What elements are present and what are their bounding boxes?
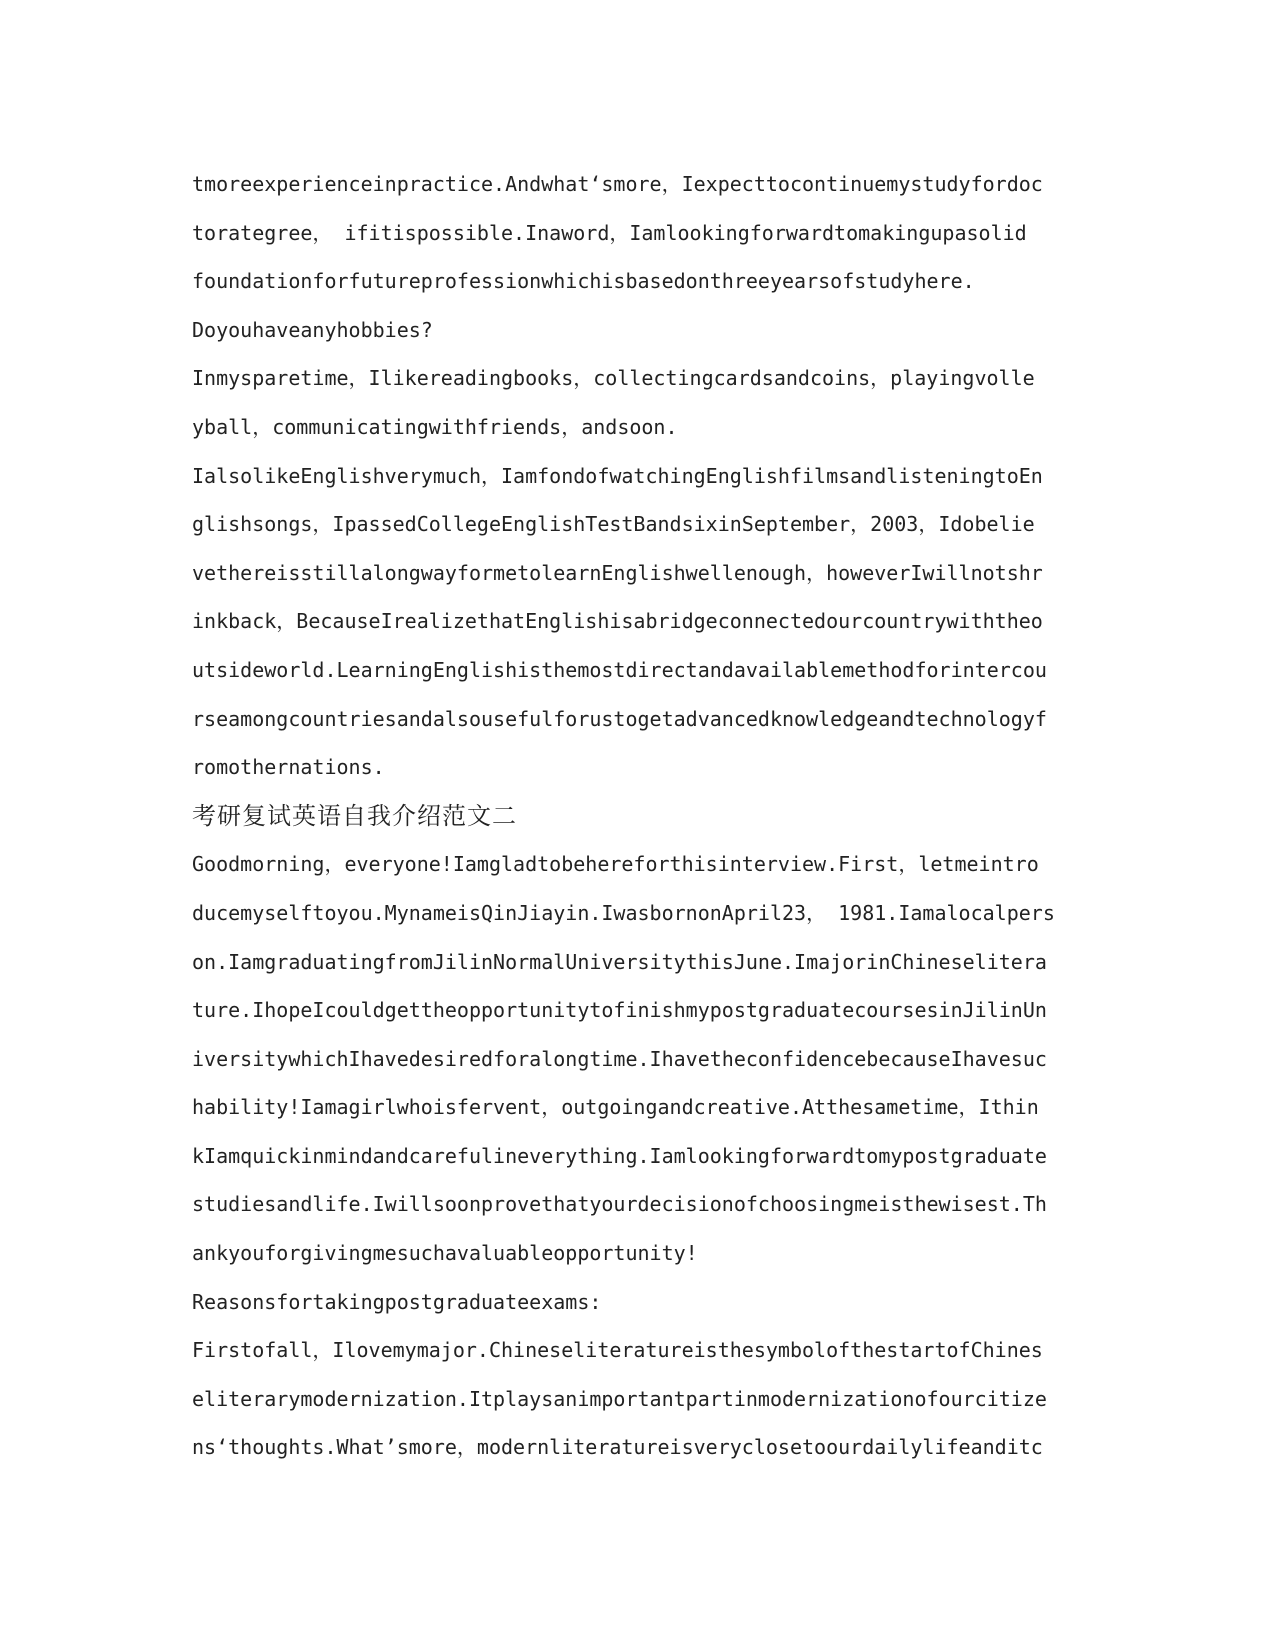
text-line: Inmysparetime，Ilikereadingbooks，collectingcardsandcoins，playingvolle — [192, 366, 1035, 391]
text-line: ture.IhopeIcouldgettheopportunitytofinishmypostgraduatecoursesinJilinUn — [192, 998, 1047, 1023]
text-line: inkback，BecauseIrealizethatEnglishisabridgeconnectedourcountrywiththeo — [192, 609, 1043, 634]
text-line: foundationforfutureprofessionwhichisbasedonthreeyearsofstudyhere. — [192, 269, 975, 294]
text-line: studiesandlife.Iwillsoonprovethatyourdecisionofchoosingmeisthewisest.Th — [192, 1192, 1047, 1217]
text-line: hability!Iamagirlwhoisfervent，outgoingandcreative.Atthesametime，Ithin — [192, 1095, 1039, 1120]
text-line: iversitywhichIhavedesiredforalongtime.IhavetheconfidencebecauseIhavesuc — [192, 1046, 1047, 1071]
text-line: Firstofall，Ilovemymajor.ChineseliteratureisthesymbolofthestartofChines — [192, 1338, 1043, 1363]
document-body — [192, 160, 1082, 1472]
text-line: rseamongcountriesandalsousefulforustogetadvancedknowledgeandtechnologyf — [192, 706, 1047, 731]
text-line: on.IamgraduatingfromJilinNormalUniversitythisJune.ImajorinChineselitera — [192, 949, 1047, 974]
text-line: ducemyselftoyou.MynameisQinJiayin.IwasbornonApril23， 1981.Iamalocalpers — [192, 900, 1055, 925]
text-line: tmoreexperienceinpractice.Andwhat‘smore，Iexpecttocontinuemystudyfordoc — [192, 172, 1043, 196]
text-line: romothernations. — [192, 755, 385, 780]
text-line: torategree， ifitispossible.Inaword，Iamlookingforwardtomakingupasolid — [192, 220, 1027, 245]
text-line: kIamquickinmindandcarefulineverything.Iamlookingforwardtomypostgraduate — [192, 1143, 1047, 1168]
question-heading: Reasonsfortakingpostgraduateexams: — [192, 1289, 602, 1314]
text-line: eliterarymodernization.Itplaysanimportantpartinmodernizationofourcitize — [192, 1386, 1047, 1411]
text-line: IalsolikeEnglishverymuch，IamfondofwatchingEnglishfilmsandlisteningtoEn — [192, 463, 1043, 488]
question-heading: Doyouhaveanyhobbies? — [192, 317, 433, 342]
text-line: ankyouforgivingmesuchavaluableopportunity! — [192, 1241, 698, 1266]
text-line: utsideworld.LearningEnglishisthemostdirectandavailablemethodforintercou — [192, 657, 1047, 682]
text-line: glishsongs，IpassedCollegeEnglishTestBandsixinSeptember，2003，Idobelie — [192, 512, 1035, 537]
text-line: ns‘thoughts.What’smore，modernliteratureisveryclosetoourdailylifeanditc — [192, 1435, 1043, 1460]
text-line: yball，communicatingwithfriends，andsoon. — [192, 414, 678, 439]
text-line: Goodmorning，everyone!Iamgladtobehereforthisinterview.First，letmeintro — [192, 852, 1039, 877]
section-heading: 考研复试英语自我介绍范文二 — [192, 801, 517, 830]
text-line: vethereisstillalongwayformetolearnEnglishwellenough，howeverIwillnotshr — [192, 560, 1043, 585]
